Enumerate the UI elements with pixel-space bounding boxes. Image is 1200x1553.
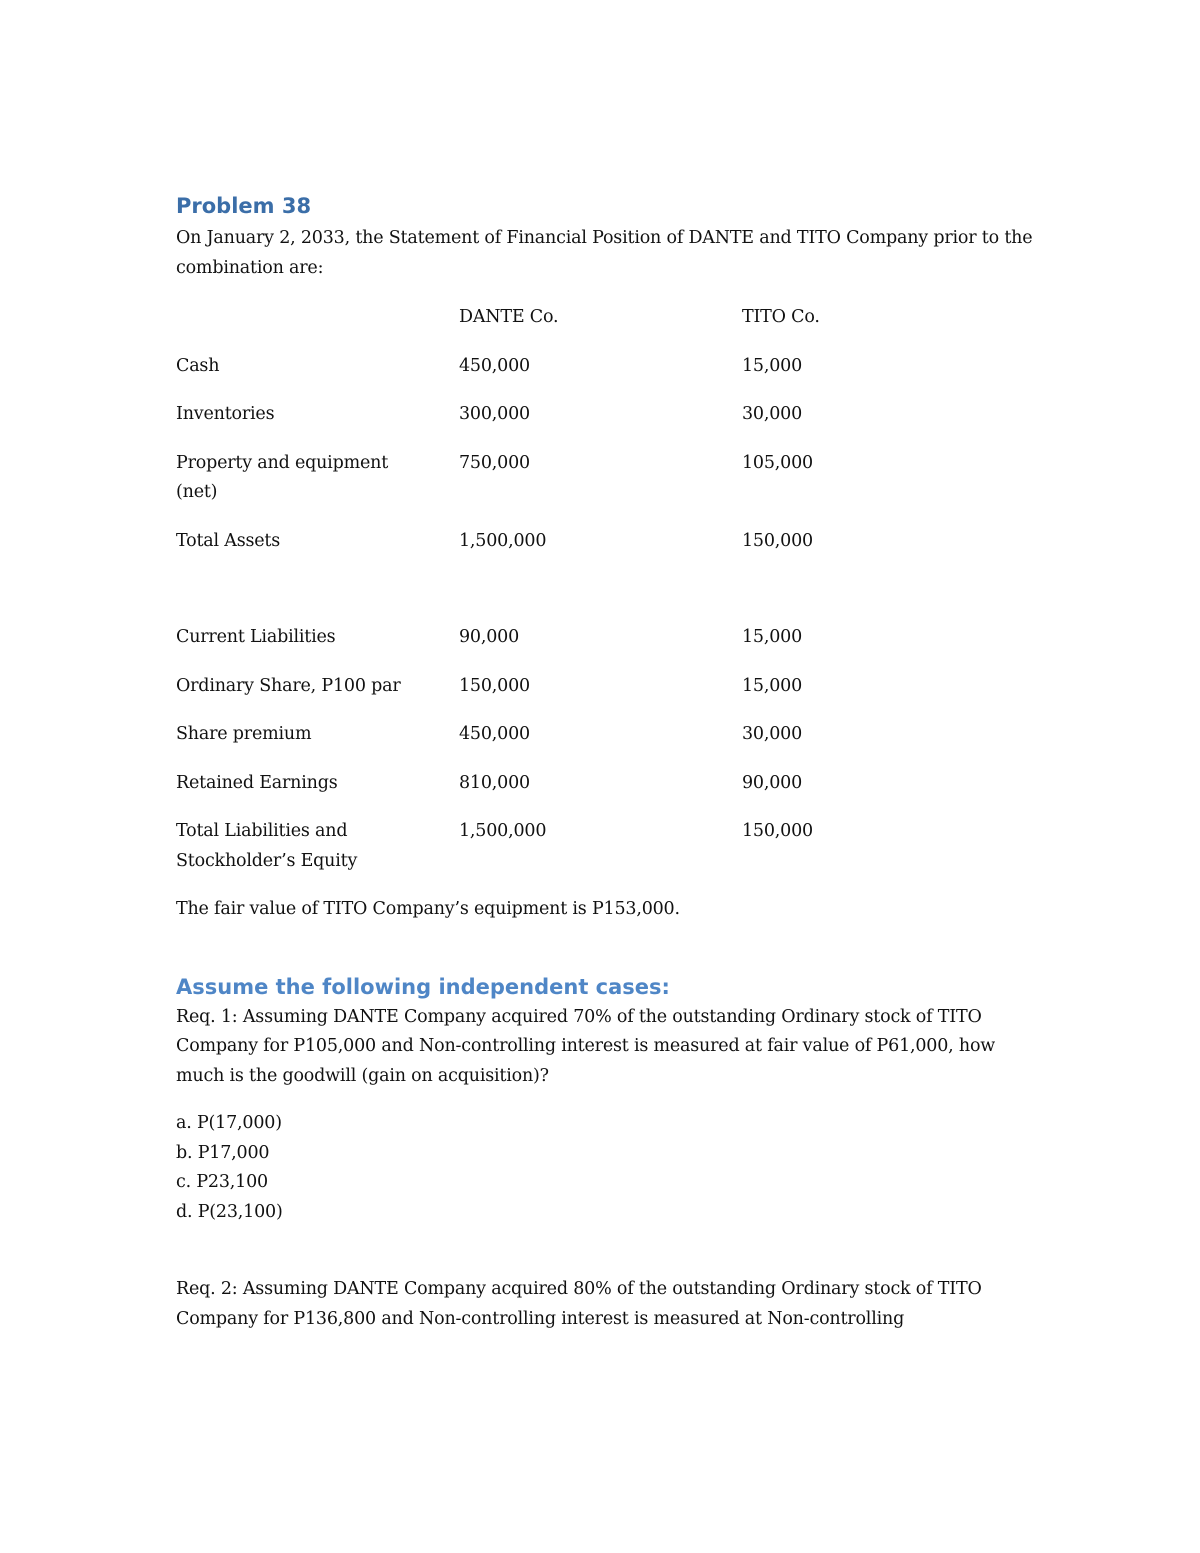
option-a: a. P(17,000) (176, 1113, 282, 1133)
table-row (176, 400, 1036, 430)
row-label: Current Liabilities (176, 627, 336, 647)
tito-value: 15,000 (742, 355, 803, 376)
table-row (176, 352, 1036, 382)
cases-section (176, 971, 1036, 1335)
table-row (176, 720, 1036, 750)
row-label: Share premium (176, 724, 312, 744)
tito-value: 105,000 (742, 452, 813, 473)
table-row (176, 817, 1036, 876)
req1-options (176, 1109, 1036, 1227)
req2-paragraph: Req. 2: Assuming DANTE Company acquired 80% of the outstanding Ordinary stock of TITO Company for P136,800 and Non-controlling interest is measured at Non-controlling (176, 1279, 982, 1329)
tito-value: 30,000 (742, 404, 803, 424)
table-row (176, 672, 1036, 702)
row-label: Total Assets (176, 530, 281, 551)
row-label: Inventories (176, 404, 275, 424)
header-dante: DANTE Co. (459, 307, 559, 327)
table-spacer-row (176, 575, 1036, 623)
table-row (176, 449, 1036, 508)
tito-value: 150,000 (742, 530, 813, 551)
tito-value: 150,000 (742, 821, 813, 841)
document-page (176, 190, 1036, 1334)
row-label: Total Liabilities and Stockholder’s Equity (176, 821, 358, 871)
row-label: Ordinary Share, P100 par (176, 675, 401, 696)
dante-value: 300,000 (459, 404, 530, 424)
tito-value: 90,000 (742, 772, 803, 793)
tito-value: 15,000 (742, 675, 803, 696)
tito-value: 15,000 (742, 627, 803, 647)
option-d: d. P(23,100) (176, 1201, 283, 1222)
table-header-row (176, 303, 1036, 333)
dante-value: 750,000 (459, 452, 530, 473)
dante-value: 450,000 (459, 355, 530, 376)
dante-value: 150,000 (459, 675, 530, 696)
row-label: Cash (176, 355, 220, 376)
row-label: Property and equipment (net) (176, 452, 389, 502)
problem-title: Problem 38 (176, 194, 312, 218)
table-row (176, 527, 1036, 557)
financial-position-table (176, 303, 1036, 876)
fair-value-note: The fair value of TITO Company’s equipment is P153,000. (176, 899, 680, 919)
row-label: Retained Earnings (176, 772, 338, 793)
tito-value: 30,000 (742, 724, 803, 744)
dante-value: 1,500,000 (459, 530, 547, 551)
table-row (176, 623, 1036, 653)
dante-value: 90,000 (459, 627, 520, 647)
option-b: b. P17,000 (176, 1142, 270, 1163)
header-blank (176, 303, 459, 333)
dante-value: 1,500,000 (459, 821, 547, 841)
option-c: c. P23,100 (176, 1172, 268, 1192)
header-tito: TITO Co. (742, 307, 820, 327)
dante-value: 810,000 (459, 772, 530, 793)
cases-heading: Assume the following independent cases: (176, 974, 670, 999)
table-row (176, 769, 1036, 799)
dante-value: 450,000 (459, 724, 530, 744)
intro-paragraph: On January 2, 2033, the Statement of Financial Position of DANTE and TITO Company prior to the combination are: (176, 228, 1033, 278)
req1-paragraph: Req. 1: Assuming DANTE Company acquired 70% of the outstanding Ordinary stock of TITO Company for P105,000 and Non-controlling interest is measured at fair value of P61,000, how much is the goodwill (gain on acquisition)? (176, 1006, 996, 1086)
